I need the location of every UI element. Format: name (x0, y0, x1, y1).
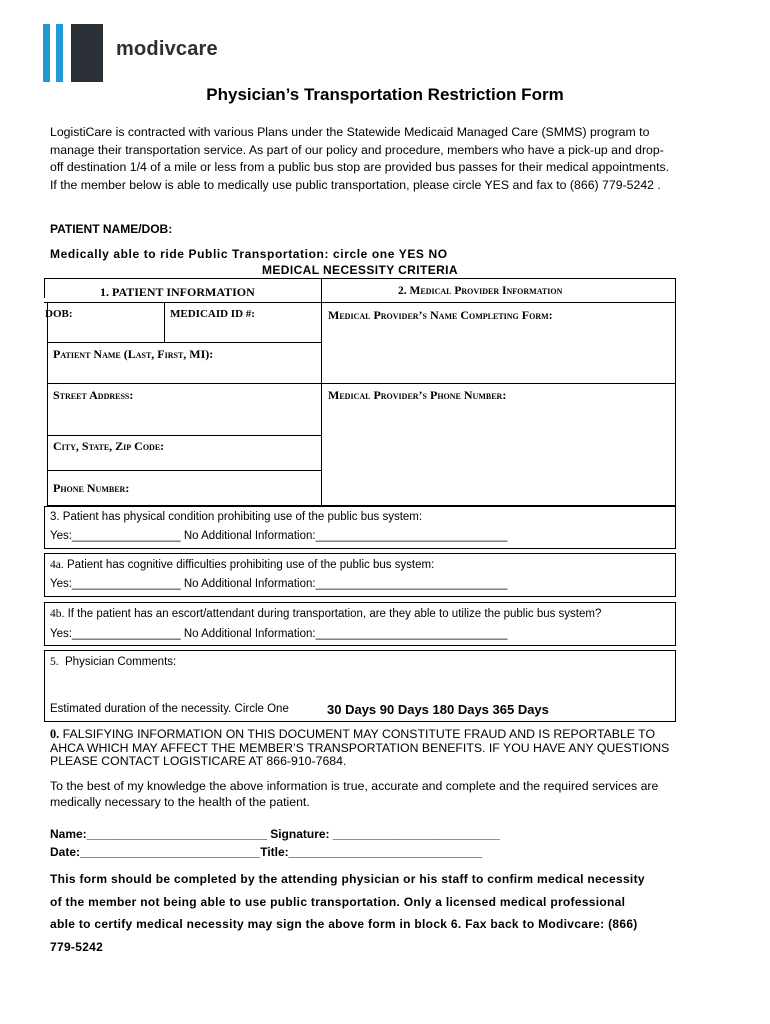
table-right-border (675, 278, 676, 506)
phone-number-label: Phone Number: (53, 481, 130, 495)
question-4a-label: Patient has cognitive difficulties prohibiting use of the public bus system: (66, 559, 435, 571)
city-state-zip-label: City, State, Zip Code: (53, 439, 165, 453)
logo-block (71, 24, 103, 82)
table-inner-left-border (47, 302, 48, 506)
logo-bar (56, 24, 63, 82)
question-3-text (50, 511, 422, 523)
intro-paragraph: LogistiCare is contracted with various Plans under the Statewide Medicaid Managed Care (SMMS) program to manage their transportation service. As part of our policy and procedure, members who have a pick-up and drop-off destination 1/4 of a mile or less from a public bus stop are provided bus passes for their medical appointments. If the member below is able to medically use public transportation, please circle YES and fax to (866) 779-5242 . (50, 125, 670, 192)
question-4b-answer-line[interactable]: Yes:_________________ No Additional Information:______________________________ (50, 628, 508, 640)
question-4b-text (50, 608, 601, 620)
row-line (47, 383, 676, 384)
provider-phone-label: Medical Provider’s Phone Number: (328, 388, 507, 402)
logo-bar (43, 24, 50, 82)
table-left-border (44, 278, 45, 298)
dob-label: DOB: (45, 308, 73, 320)
table-top-border (44, 278, 676, 279)
duration-label: Estimated duration of the necessity. Circle One (50, 703, 289, 715)
question-5-text (50, 656, 176, 668)
section1-heading: 1. PATIENT INFORMATION (100, 285, 255, 299)
street-address-label: Street Address: (53, 388, 134, 402)
fraud-warning (50, 728, 670, 769)
modivcare-logo (43, 24, 107, 82)
question-5-number: 5. (50, 656, 59, 668)
criteria-heading-text: MEDICAL NECESSITY CRITERIA (262, 263, 458, 277)
name-signature-line[interactable]: Name:___________________________ Signature: _________________________ (50, 827, 500, 841)
row-line (47, 435, 322, 436)
question-4b-label: If the patient has an escort/attendant during transportation, are they able to utilize the public bus system? (67, 608, 602, 620)
brand-name: modivcare (116, 38, 218, 60)
footer-instructions: This form should be completed by the attending physician or his staff to confirm medical necessity of the member not being able to use public transportation. Only a licensed medical professional able to certify medical necessity may sign the above form in block 6. Fax back to Modivcare: (866) 779-5242 (50, 872, 645, 954)
warning-text: FALSIFYING INFORMATION ON THIS DOCUMENT MAY CONSTITUTE FRAUD AND IS REPORTABLE TO AHCA WHICH MAY AFFECT THE MEMBER’S TRANSPORTATION BENEFITS. IF YOU HAVE ANY QUESTIONS PLEASE CONTACT LOGISTICARE AT 866-910-7684. (50, 727, 670, 768)
warning-number: 0. (50, 727, 60, 741)
medically-able-line: Medically able to ride Public Transportation: circle one YES NO (50, 247, 448, 261)
question-3-label: Patient has physical condition prohibiting use of the public bus system: (62, 511, 423, 523)
duration-options[interactable]: 30 Days 90 Days 180 Days 365 Days (327, 702, 549, 717)
patient-name-label: Patient Name (Last, First, MI): (53, 347, 214, 361)
question-4a-number: 4a. (50, 559, 64, 571)
dob-divider (164, 302, 165, 342)
table-middle-divider (321, 278, 322, 506)
form-title: Physician’s Transportation Restriction Form (206, 85, 564, 104)
attestation-text: To the best of my knowledge the above information is true, accurate and complete and the required services are medically necessary to the health of the patient. (50, 779, 659, 809)
question-4b-number: 4b. (50, 608, 65, 620)
provider-name-label: Medical Provider’s Name Completing Form: (328, 308, 553, 322)
criteria-heading (0, 263, 770, 277)
patient-name-dob-label: PATIENT NAME/DOB: (50, 222, 173, 236)
date-title-line[interactable]: Date:___________________________Title:_____________________________ (50, 845, 483, 859)
row-line (47, 470, 322, 471)
section2-heading: 2. Medical Provider Information (398, 285, 563, 297)
medicaid-id-label: MEDICAID ID #: (170, 308, 255, 320)
row-line (47, 342, 322, 343)
question-3-answer-line[interactable]: Yes:_________________ No Additional Information:______________________________ (50, 530, 508, 542)
question-4a-answer-line[interactable]: Yes:_________________ No Additional Information:______________________________ (50, 578, 508, 590)
question-4a-text (50, 559, 434, 571)
question-3-number: 3. (50, 511, 60, 523)
question-5-label: Physician Comments: (65, 656, 177, 668)
table-header-line (44, 302, 676, 303)
